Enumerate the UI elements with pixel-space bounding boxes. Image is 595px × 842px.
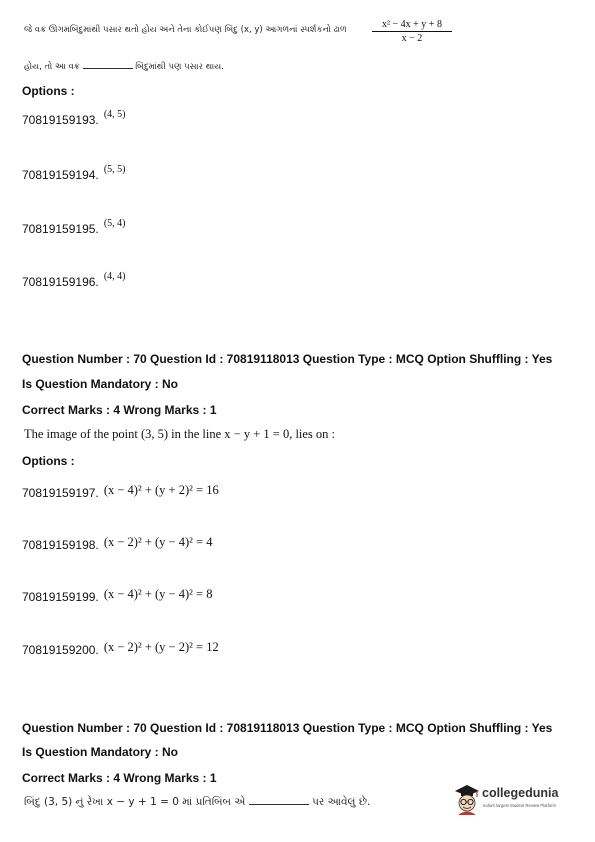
q1-stem-line2a: હોય, તો આ વક્ર [24,62,80,72]
option-id: 70819159198. [22,538,99,552]
q2-option-4 [22,639,219,658]
q1-option-3 [22,218,126,237]
option-text: (5, 5) [103,164,126,175]
q3-question-a: બિંદુ (3, 5) નું રેખા x − y + 1 = 0 માં પ્રતિબિંબ એ [24,796,246,808]
q2-header: Question Number : 70 Question Id : 70819118013 Question Type : MCQ Option Shuffling : Yes [22,352,553,366]
mascot-icon [452,783,482,815]
q3-mandatory: Is Question Mandatory : No [22,745,179,759]
q2-marks: Correct Marks : 4 Wrong Marks : 1 [22,403,217,417]
q2-mandatory: Is Question Mandatory : No [22,377,179,391]
q2-question: The image of the point (3, 5) in the line x − y + 1 = 0, lies on : [24,427,336,441]
q2-option-1 [22,482,219,501]
collegedunia-logo [452,783,582,817]
option-id: 70819159194. [22,168,99,182]
q1-slope-fraction [372,19,452,44]
q1-stem-line2b: બિંદુમાંથી પણ પસાર થાય. [135,62,224,72]
option-id: 70819159196. [22,275,99,289]
option-id: 70819159199. [22,590,99,604]
q1-fraction-numerator: x² − 4x + y + 8 [372,19,452,32]
q2-options-label: Options : [22,454,75,468]
option-text: (x − 2)² + (y − 4)² = 4 [103,535,213,549]
q1-stem-line2 [24,62,224,72]
option-text: (x − 4)² + (y + 2)² = 16 [103,483,219,497]
option-text: (x − 2)² + (y − 2)² = 12 [103,640,219,654]
q1-options-label: Options : [22,84,75,98]
option-id: 70819159195. [22,222,99,236]
q3-question-b: પર આવેલું છે. [312,796,371,808]
option-id: 70819159193. [22,113,99,127]
option-text: (4, 4) [103,271,126,282]
option-id: 70819159197. [22,486,99,500]
option-text: (4, 5) [103,109,126,120]
q3-marks: Correct Marks : 4 Wrong Marks : 1 [22,771,217,785]
q1-stem-line1: જે વક્ર ઊગમબિંદુમાંથી પસાર થતો હોય અને તેના કોઈપણ બિંદુ (x, y) આગળનાં સ્પર્શકનો ઢાળ [24,25,347,35]
q1-answer-blank [83,68,133,69]
logo-wordmark: collegedunia [482,786,559,800]
option-text: (5, 4) [103,218,126,229]
q1-fraction-denominator: x − 2 [401,33,423,44]
option-text: (x − 4)² + (y − 4)² = 8 [103,587,213,601]
q2-option-3 [22,586,212,605]
q3-question [24,796,370,809]
q1-option-1 [22,109,126,128]
q3-answer-blank [249,804,309,805]
option-id: 70819159200. [22,643,99,657]
q3-header: Question Number : 70 Question Id : 70819118013 Question Type : MCQ Option Shuffling : Yes [22,721,553,735]
logo-tagline: India's largest Student Review Platform [483,803,556,808]
q1-option-2 [22,164,126,183]
q2-option-2 [22,534,212,553]
q1-option-4 [22,271,126,290]
